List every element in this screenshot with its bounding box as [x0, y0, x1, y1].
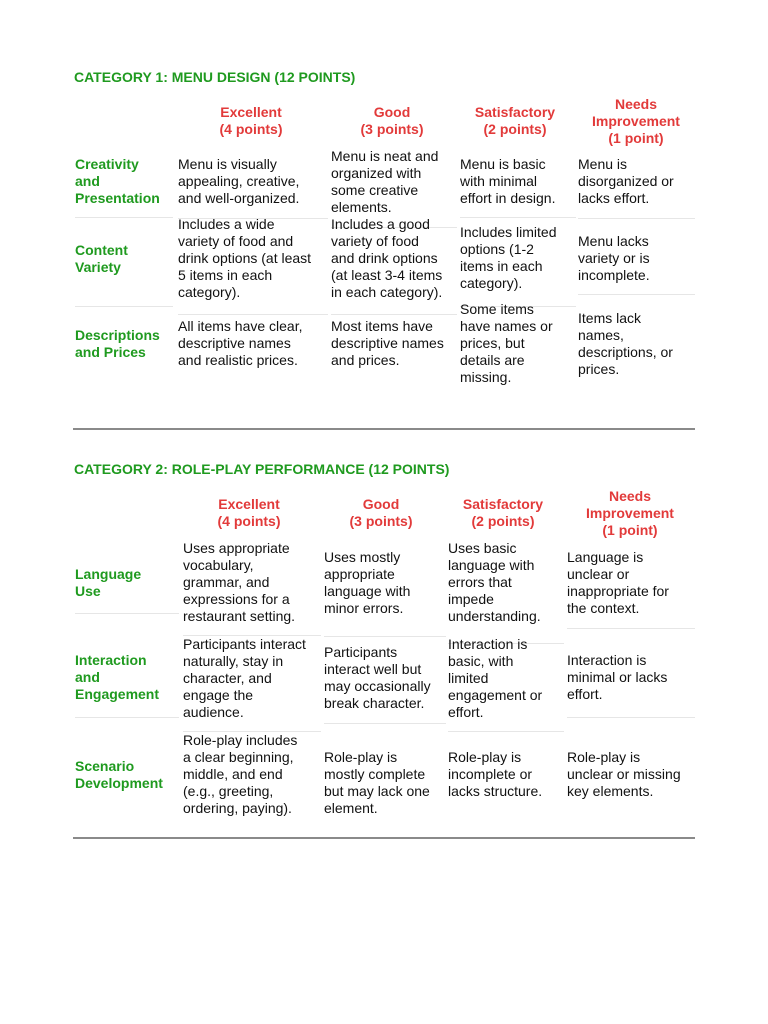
- row-label: Scenario Development: [75, 758, 163, 791]
- rubric-table: [73, 96, 695, 418]
- cell: Language is unclear or inappropriate for the context.: [567, 549, 695, 629]
- row-label: Content Variety: [75, 242, 173, 307]
- cell: Menu is disorganized or lacks effort.: [578, 156, 695, 219]
- cell: Items lack names, descriptions, or prices.: [578, 310, 673, 377]
- table-row: [73, 148, 695, 224]
- cell: Uses mostly appropriate language with minor errors.: [324, 549, 446, 637]
- cell: Menu is neat and organized with some creative elements.: [331, 148, 457, 228]
- row-label: Language Use: [75, 566, 179, 614]
- header-good: Good (3 points): [360, 104, 424, 137]
- cell: Role-play is unclear or missing key elements.: [567, 749, 681, 799]
- header-good: Good (3 points): [349, 496, 413, 529]
- cell: Menu is visually appealing, creative, and well-organized.: [178, 156, 328, 219]
- section-divider: [73, 428, 695, 430]
- category-title: CATEGORY 1: MENU DESIGN (12 POINTS): [74, 69, 356, 85]
- cell: Uses basic language with errors that impede understanding.: [448, 540, 564, 644]
- table-row: [73, 638, 695, 734]
- cell: Role-play includes a clear beginning, middle, and end (e.g., greeting, ordering, paying).: [183, 732, 298, 816]
- row-label: Descriptions and Prices: [75, 327, 160, 360]
- cell: Includes a wide variety of food and drink options (at least 5 items in each category).: [178, 216, 328, 315]
- cell: Menu lacks variety or is incomplete.: [578, 233, 695, 295]
- cell: Interaction is minimal or lacks effort.: [567, 652, 695, 718]
- header-satisfactory: Satisfactory (2 points): [474, 104, 556, 137]
- table-row: [73, 540, 695, 638]
- header-needs-improvement: Needs Improvement (1 point): [586, 488, 674, 538]
- table-row: [73, 734, 695, 830]
- table-row: [73, 216, 695, 320]
- cell: Participants interact naturally, stay in character, and engage the audience.: [183, 636, 321, 732]
- table-row: [73, 301, 695, 418]
- cell: Includes a good variety of food and drink options (at least 3-4 items in each category).: [331, 216, 457, 315]
- cell: Interaction is basic, with limited engagement or effort.: [448, 636, 564, 732]
- cell: Participants interact well but may occasionally break character.: [324, 644, 446, 724]
- cell: Includes limited options (1-2 items in each category).: [460, 224, 576, 307]
- header-satisfactory: Satisfactory (2 points): [462, 496, 544, 529]
- cell: Menu is basic with minimal effort in design.: [460, 156, 576, 218]
- section-divider: [73, 837, 695, 839]
- row-label: Creativity and Presentation: [75, 156, 173, 218]
- cell: Some items have names or prices, but details are missing.: [460, 301, 553, 385]
- rubric-table: [73, 488, 695, 830]
- header-row: [73, 488, 695, 544]
- cell: All items have clear, descriptive names and realistic prices.: [178, 318, 303, 368]
- row-label: Interaction and Engagement: [75, 652, 179, 718]
- cell: Role-play is mostly complete but may lack one element.: [324, 749, 430, 816]
- header-needs-improvement: Needs Improvement (1 point): [592, 96, 680, 146]
- category-title: CATEGORY 2: ROLE-PLAY PERFORMANCE (12 POINTS): [74, 461, 450, 477]
- cell: Role-play is incomplete or lacks structure.: [448, 749, 543, 799]
- cell: Uses appropriate vocabulary, grammar, and expressions for a restaurant setting.: [183, 540, 321, 636]
- cell: Most items have descriptive names and prices.: [331, 318, 444, 368]
- header-excellent: Excellent (4 points): [219, 104, 283, 137]
- header-excellent: Excellent (4 points): [217, 496, 281, 529]
- header-row: [73, 96, 695, 152]
